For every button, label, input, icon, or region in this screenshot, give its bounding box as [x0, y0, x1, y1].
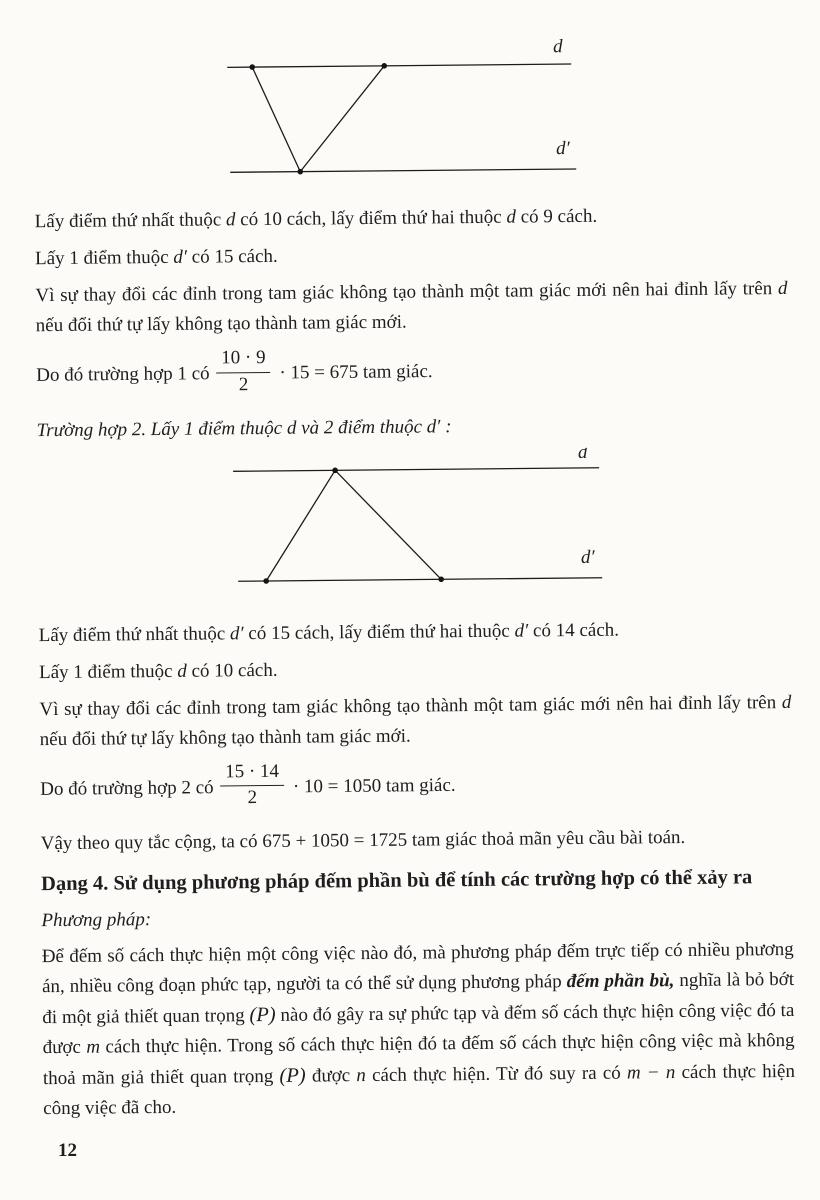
text-segment: Lấy 1 điểm thuộc — [34, 246, 174, 270]
formula-case1 — [36, 342, 788, 404]
text-segment: có 10 cách. — [186, 659, 278, 682]
vertex-dot — [381, 63, 387, 69]
para-total-sum — [41, 822, 793, 859]
para-case2-order-note — [39, 688, 792, 755]
vertex-dot — [263, 578, 269, 584]
text-segment: (P) — [279, 1064, 306, 1088]
text-segment: nếu đổi thứ tự lấy không tạo thành tam giác mới. — [35, 311, 407, 337]
text-segment: cách thực hiện công việc đã cho. — [43, 1061, 796, 1120]
text-segment: có 14 cách. — [528, 619, 620, 642]
vertex-dot — [332, 467, 338, 473]
text-segment: d′ — [426, 415, 441, 438]
text-segment: được — [305, 1065, 357, 1087]
para-case1-pick-d — [35, 200, 787, 237]
triangle-edge — [252, 67, 300, 172]
text-segment: d′ — [173, 246, 188, 268]
text-segment: nào đó gây ra sự phức tạp và đếm số cách thực hiện công việc đó ta được — [42, 1000, 795, 1059]
fraction: $\frac{15 \cdot 14}{2}$ — [220, 760, 284, 810]
text-segment: cách thực hiện. Từ đó suy ra có — [365, 1062, 628, 1087]
triangle-edge — [335, 469, 441, 580]
figure-case1 — [219, 32, 786, 195]
text-segment: Do đó trường hợp 1 có — [36, 363, 215, 386]
text-segment: cách thực hiện. Trong số cách thực hiện đó ta đếm số cách thực hiện công việc mà không thoả mãn giả thiết quan trọng — [42, 1030, 795, 1090]
para-case1-order-note — [35, 274, 788, 341]
text-segment: nghĩa là bỏ bớt đi một giả thiết quan trọng — [42, 969, 795, 1029]
vertex-dot — [249, 64, 255, 70]
label-phuong-phap — [41, 899, 793, 936]
figure-case1-drawing — [219, 34, 620, 190]
text-segment: d — [177, 660, 187, 682]
text-segment: Vậy theo quy tắc cộng, ta có 675 + 1050 = 1725 tam giác thoả mãn yêu cầu bài toán. — [40, 827, 686, 855]
text-segment: (P) — [249, 1004, 276, 1027]
text-segment: · 10 = 1050 tam giác. — [288, 774, 456, 798]
parallel-line-dprime — [230, 169, 576, 172]
figure-case2 — [227, 446, 790, 605]
text-segment: Vì sự thay đổi các đỉnh trong tam giác không tạo thành một tam giác mới nên hai đỉnh lấy trên — [35, 278, 779, 307]
text-segment: Phương pháp: — [41, 909, 152, 932]
para-case1-pick-dprime — [35, 237, 787, 274]
text-segment: : — [440, 415, 452, 437]
text-segment: d — [225, 209, 236, 231]
line-label-dprime: d′ — [580, 546, 595, 568]
text-segment: Lấy 1 điểm thuộc — [38, 660, 178, 683]
text-segment: Lấy điểm thứ nhất thuộc — [38, 622, 231, 646]
text-segment: m − n — [626, 1062, 676, 1084]
text-segment: Do đó trường hợp 2 có — [40, 776, 219, 800]
page-number: 12 — [58, 1140, 77, 1161]
line-label-d: d — [577, 447, 588, 463]
vertex-dot — [438, 576, 444, 582]
text-segment: Dạng 4. Sử dụng phương pháp đếm phần bù để tính các trường hợp có thể xảy ra — [40, 866, 753, 896]
text-segment: d — [777, 277, 788, 300]
heading-dang-4 — [41, 862, 793, 900]
vertex-dot — [297, 169, 303, 175]
para-case2-pick-d — [39, 651, 791, 688]
text-segment: có 15 cách, lấy điểm thứ hai thuộc — [243, 620, 515, 644]
parallel-line-d — [227, 64, 571, 67]
triangle-edge — [299, 66, 385, 172]
text-segment: có 10 cách, lấy điểm thứ hai thuộc — [235, 206, 507, 231]
text-segment: · 15 = 675 tam giác. — [274, 361, 433, 384]
triangle-edge — [265, 470, 336, 581]
text-segment: Trường hợp 2. Lấy 1 điểm thuộc — [36, 417, 288, 441]
text-segment: d′ — [514, 620, 529, 642]
fraction: $\frac{10 \cdot 9}{2}$ — [216, 347, 271, 397]
text-segment: d — [506, 206, 517, 228]
text-segment: n — [356, 1065, 366, 1087]
text-segment: Lấy điểm thứ nhất thuộc — [34, 209, 227, 233]
para-case2-intro — [37, 409, 789, 446]
text-segment: Để đếm số cách thực hiện một công việc nào đó, mà phương pháp đếm trực tiếp có nhiều phương án, nhiều công đoạn phức tạp, người ta có thể sử dụng phương pháp — [41, 939, 794, 998]
text-segment: có 15 cách. — [186, 245, 278, 268]
parallel-line-d — [233, 467, 599, 471]
line-label-dprime: d′ — [555, 138, 570, 160]
formula-case2 — [40, 756, 792, 818]
text-segment: và 2 điểm thuộc — [296, 416, 427, 439]
text-segment: d — [781, 691, 792, 713]
text-segment: d′ — [229, 622, 244, 644]
text-segment: m — [86, 1036, 101, 1058]
para-method-body — [42, 935, 796, 1124]
text-segment: nếu đổi thứ tự lấy không tạo thành tam giác mới. — [39, 725, 411, 750]
para-case2-pick-dprime — [39, 614, 791, 651]
text-segment: có 9 cách. — [515, 205, 598, 228]
text-segment: đếm phần bù, — [566, 970, 675, 993]
figure-case2-drawing — [227, 447, 628, 599]
text-segment: d — [286, 417, 297, 439]
text-segment: Vì sự thay đổi các đỉnh trong tam giác không tạo thành một tam giác mới nên hai đỉnh lấy trên — [39, 691, 782, 720]
parallel-line-dprime — [238, 577, 602, 580]
line-label-d: d — [552, 36, 563, 58]
